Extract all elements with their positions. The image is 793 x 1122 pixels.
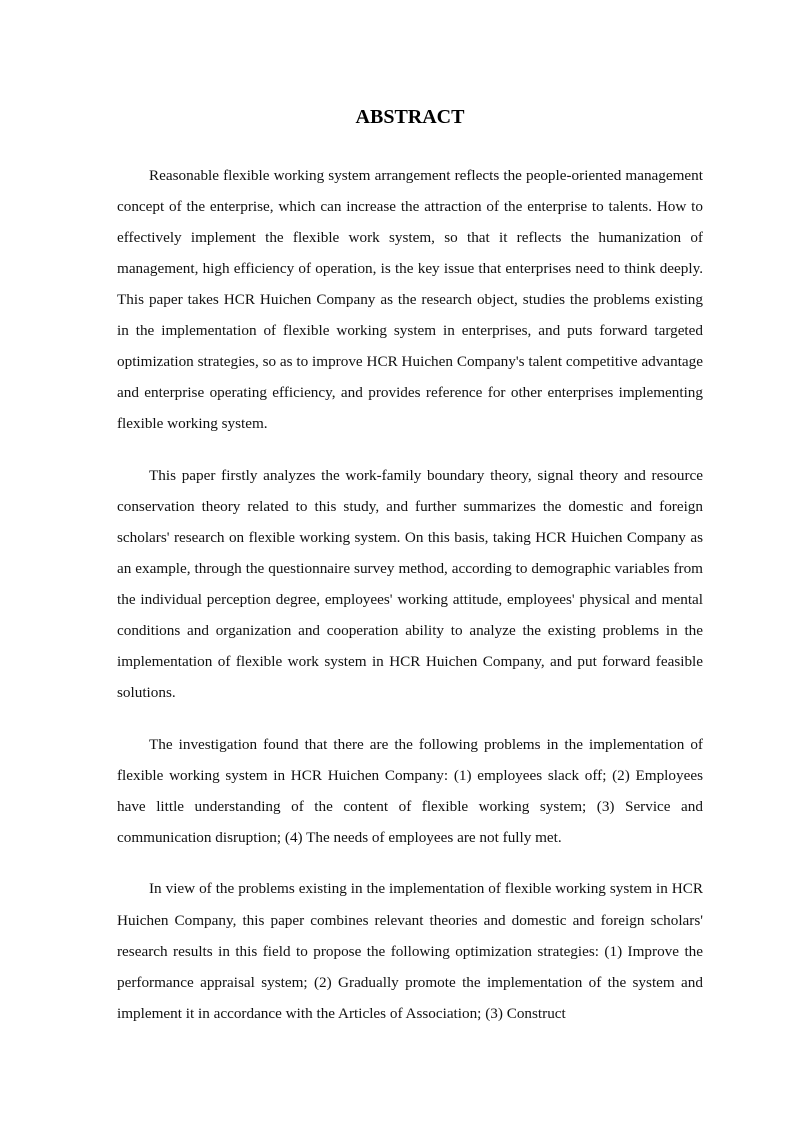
abstract-title: ABSTRACT (355, 106, 465, 128)
abstract-paragraph-2: This paper firstly analyzes the work-family boundary theory, signal theory and resource conservation theory related to this study, and further summarizes the domestic and foreign scholars' research on flexible working system. On this basis, taking HCR Huichen Company as an example, through the questionnaire survey method, according to demographic variables from the individual perception degree, employees' working attitude, employees' physical and mental conditions and organization and cooperation ability to analyze the existing problems in the implementation of flexible work system in HCR Huichen Company, and put forward feasible solutions. (117, 466, 703, 702)
document-page (117, 0, 703, 1122)
abstract-paragraph-3: The investigation found that there are the following problems in the implementation of flexible working system in HCR Huichen Company: (1) employees slack off; (2) Employees have little understanding of the content of flexible working system; (3) Service and communication disruption; (4) The needs of employees are not fully met. (117, 735, 703, 846)
abstract-paragraph-1: Reasonable flexible working system arrangement reflects the people-oriented management concept of the enterprise, which can increase the attraction of the enterprise to talents. How to effectively implement the flexible work system, so that it reflects the humanization of management, high efficiency of operation, is the key issue that enterprises need to think deeply. This paper takes HCR Huichen Company as the research object, studies the problems existing in the implementation of flexible working system in enterprises, and puts forward targeted optimization strategies, so as to improve HCR Huichen Company's talent competitive advantage and enterprise operating efficiency, and provides reference for other enterprises implementing flexible working system. (117, 167, 703, 433)
abstract-paragraph-4: In view of the problems existing in the implementation of flexible working system in HCR Huichen Company, this paper combines relevant theories and domestic and foreign scholars' research results in this field to propose the following optimization strategies: (1) Improve the performance appraisal system; (2) Gradually promote the implementation of the system and implement it in accordance with the Articles of Association; (3) Construct (117, 880, 703, 1022)
abstract-body (117, 160, 703, 1049)
